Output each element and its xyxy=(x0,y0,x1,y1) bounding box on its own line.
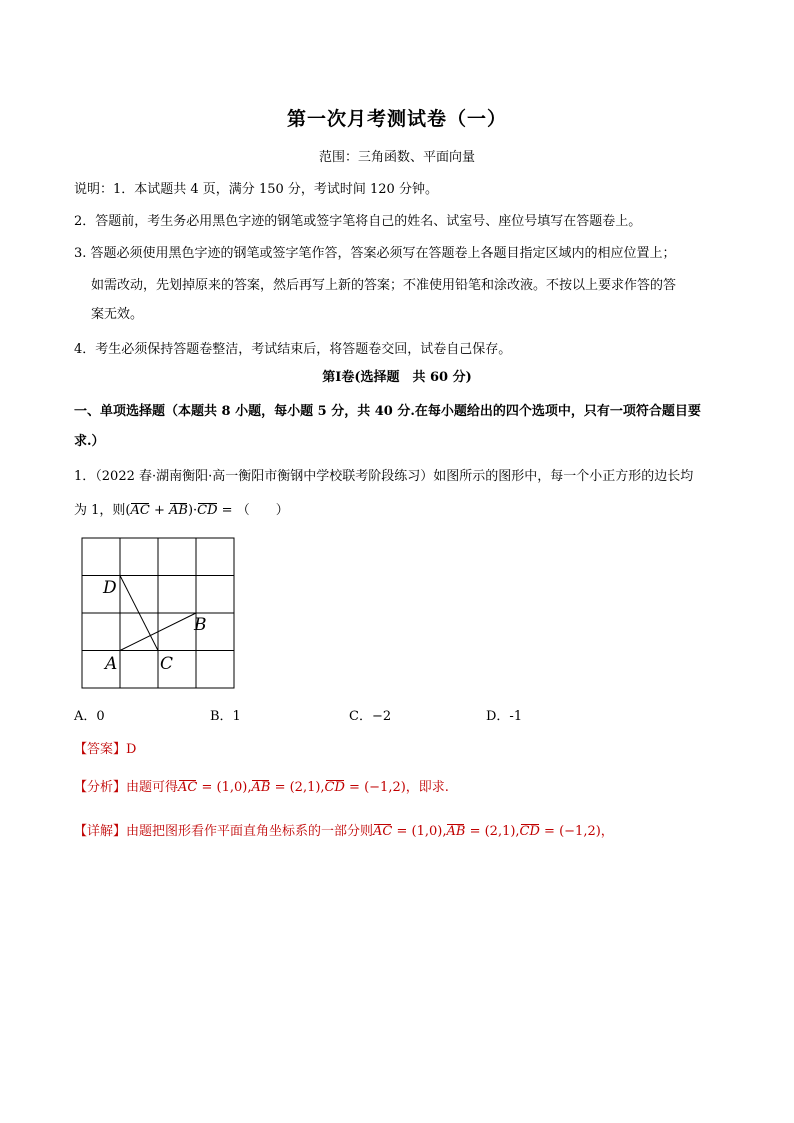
instruction-3-end: 案无效。 xyxy=(91,307,144,322)
option-b: B．1 xyxy=(210,709,241,724)
detail-vector-cd: CD xyxy=(519,824,540,839)
option-a: A．0 xyxy=(74,709,105,724)
answer-options xyxy=(74,705,734,725)
page-title: 第一次月考测试卷（一） xyxy=(286,108,507,130)
analysis-suffix: ，即求. xyxy=(405,780,449,795)
detail-text xyxy=(126,824,614,839)
analysis-vector-ab: AB xyxy=(251,780,271,795)
detail-tag: 【详解】 xyxy=(74,824,127,839)
analysis-vector-ac: AC xyxy=(178,780,198,795)
expression-suffix: = （ ） xyxy=(217,503,289,518)
point-label-b: B xyxy=(194,615,207,635)
grid-figure xyxy=(80,536,240,696)
instruction-3: 3. 答题必须使用黑色字迹的钢笔或签字笔作答，答案必须写在答题卷上各题目指定区域内的相应位置上； xyxy=(74,246,676,261)
question-1-stem: 1．（2022 春·湖南衡阳·高一衡阳市衡钢中学校联考阶段练习）如图所示的图形中，每一个小正方形的边长均 xyxy=(74,469,694,484)
grid-figure-svg xyxy=(80,536,240,692)
vector-ab: AB xyxy=(169,503,188,518)
expression-prefix: 为 1，则( xyxy=(74,503,131,518)
detail-eq-cd: = (−1,2) xyxy=(539,824,601,839)
analysis-eq-ac: = (1,0), xyxy=(197,780,252,795)
detail-vector-ab: AB xyxy=(446,824,466,839)
point-label-a: A xyxy=(105,654,118,674)
answer-line xyxy=(74,738,734,757)
detail-eq-ab: = (2,1), xyxy=(465,824,520,839)
analysis-line xyxy=(74,776,734,795)
vector-cd: CD xyxy=(197,503,218,518)
detail-prefix: 由题把图形看作平面直角坐标系的一部分则 xyxy=(126,824,374,839)
answer-tag: 【答案】 xyxy=(74,742,127,757)
point-label-d: D xyxy=(103,578,117,598)
analysis-tag: 【分析】 xyxy=(74,780,127,795)
instruction-2: 2．答题前，考生务必用黑色字迹的钢笔或签字笔将自己的姓名、试室号、座位号填写在答题卷上。 xyxy=(74,214,642,229)
instruction-4: 4．考生必须保持答题卷整洁，考试结束后，将答题卷交回，试卷自己保存。 xyxy=(74,342,512,357)
detail-suffix: ， xyxy=(600,824,614,839)
option-c: C．−2 xyxy=(349,709,392,724)
option-d: D．-1 xyxy=(486,709,523,724)
instruction-3-cont: 如需改动，先划掉原来的答案，然后再写上新的答案；不准使用铅笔和涂改液。不按以上要求作答的答 xyxy=(91,278,677,293)
analysis-prefix: 由题可得 xyxy=(126,780,179,795)
analysis-eq-cd: = (−1,2) xyxy=(344,780,406,795)
vector-ac: AC xyxy=(130,503,150,518)
point-label-c: C xyxy=(160,654,174,674)
page-subtitle: 范围：三角函数、平面向量 xyxy=(318,150,475,165)
section-title: 第Ⅰ卷(选择题 共 60 分) xyxy=(322,370,472,385)
instruction-1: 说明：1．本试题共 4 页，满分 150 分，考试时间 120 分钟。 xyxy=(74,182,438,197)
detail-vector-ac: AC xyxy=(373,824,393,839)
analysis-eq-ab: = (2,1), xyxy=(270,780,325,795)
answer-value: D xyxy=(126,742,137,757)
question-1-expression xyxy=(74,499,734,518)
dot-sign: )· xyxy=(187,503,198,518)
part-heading: 一、单项选择题（本题共 8 小题，每小题 5 分，共 40 分.在每小题给出的四个选项中，只有一项符合题目要 xyxy=(74,404,701,419)
detail-line xyxy=(74,820,734,839)
part-heading-cont: 求.） xyxy=(74,434,105,449)
analysis-text xyxy=(126,780,449,795)
plus-sign: + xyxy=(149,503,169,518)
analysis-vector-cd: CD xyxy=(324,780,345,795)
detail-eq-ac: = (1,0), xyxy=(392,824,447,839)
